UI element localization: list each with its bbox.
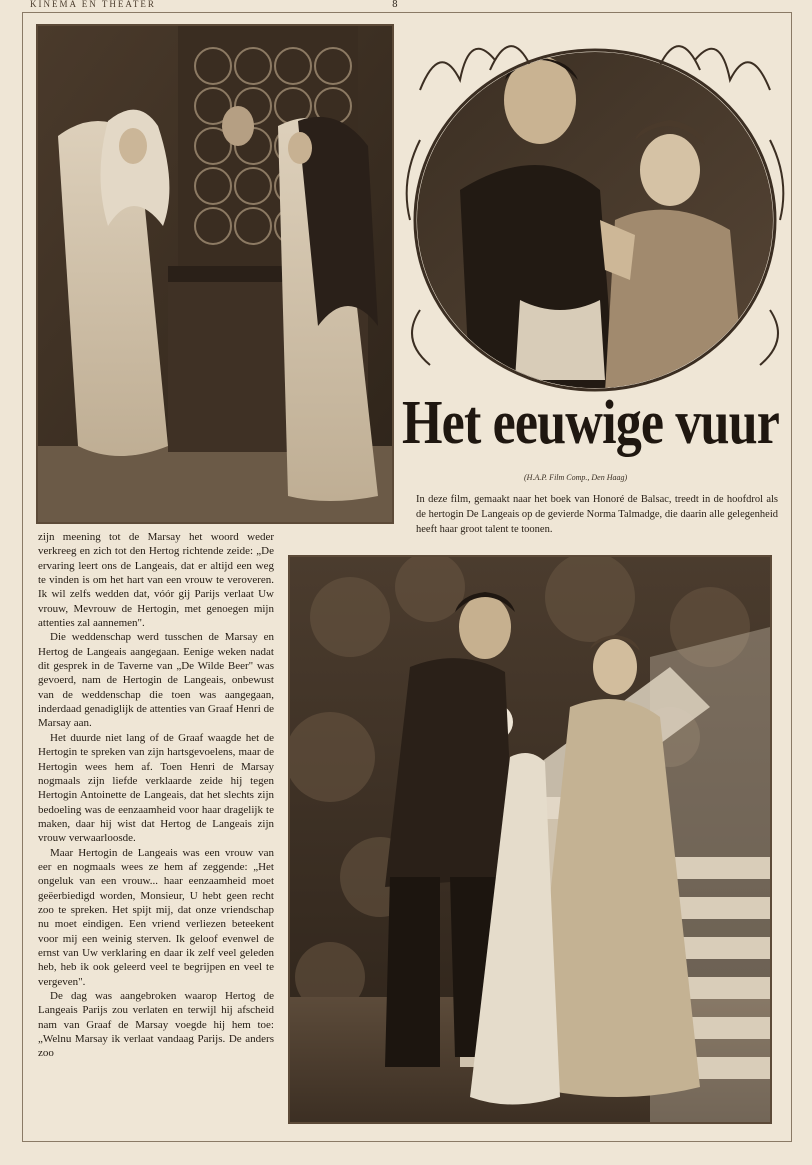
body-paragraph: De dag was aangebroken waarop Hertog de Langeais Parijs zou verlaten en terwijl hij afscheid nam van Graaf de Marsay voegde hij hem toe: „Welnu Marsay ik verlaat vandaag Parijs. De anders zoo (38, 990, 274, 1060)
running-title: KINEMA EN THEATER (30, 0, 156, 9)
photo-couple-garden-stairs (288, 555, 772, 1124)
intro-paragraph: In deze film, gemaakt naar het boek van Honoré de Balsac, treedt in de hoofdrol als de hertogin De Langeais op de gevierde Norma Talmadge, die daarin alle gelegenheid heeft haar groot talent te toonen. (416, 494, 778, 535)
photo-nuns-at-grille (36, 24, 394, 524)
film-title: Het eeuwige vuur (402, 389, 780, 457)
roundel-portrait (400, 20, 790, 392)
production-credit: (H.A.P. Film Comp., Den Haag) (524, 473, 628, 482)
body-paragraph: Het duurde niet lang of de Graaf waagde het de Hertogin te spreken van zijn hartsgevoelens, maar de Hertogin wees hem af. Toen Henri de Marsay nogmaals zijn liefde verklaarde zeide hij tegen Hertogin Antoinette de Langeais, dat het slechts zijn bedoeling was de eenzaamheid voor haar dragelijk te maken, daar hij wist dat Hertog de Langeais zijn vrouw verwaarloosde. (38, 731, 274, 845)
body-paragraph: Die weddenschap werd tusschen de Marsay en Hertog de Langeais aangegaan. Eenige weken nadat dit gesprek in de Taverne van „De Wilde Beer" was gevoerd, nam de Hertogin de Langeais, onbewust van de weddenschap die toen was aangegaan, inderdaad genadiglijk de attenties van Graaf Henri de Marsay aan. (38, 631, 274, 730)
body-paragraph: zijn meening tot de Marsay het woord weder verkreeg en zich tot den Hertog richtende zeide: „De ervaring leert ons de Langeais, dat er altijd een weg te vinden is om het hart van een vrouw te veroveren. Ik wil zelfs wedden dat, vóór gij Parijs verlaat Uw vrouw, Mevrouw de Hertogin, met genoegen mijn attenties zal aannemen". (38, 531, 274, 630)
page-number: 8 (392, 0, 398, 10)
body-paragraph: Maar Hertogin de Langeais was een vrouw van eer en nogmaals wees ze hem af zeggende: „Het ongeluk van een vrouw... haar eenzaamheid moet geëerbiedigd worden, Monsieur, U hebt geen recht zoo te spreken. Het spijt mij, dat onze vriendschap nu moet eindigen. Een vriend verliezen beteekent voor mij een weinig sterven. Ik geloof evenwel de ernst van Uw verklaring en daar ik zelf veel geleden heb, heb ik ook geleerd veel te begrijpen en veel te vergeven". (38, 846, 274, 988)
article-body (38, 530, 274, 1138)
running-header (30, 0, 790, 10)
